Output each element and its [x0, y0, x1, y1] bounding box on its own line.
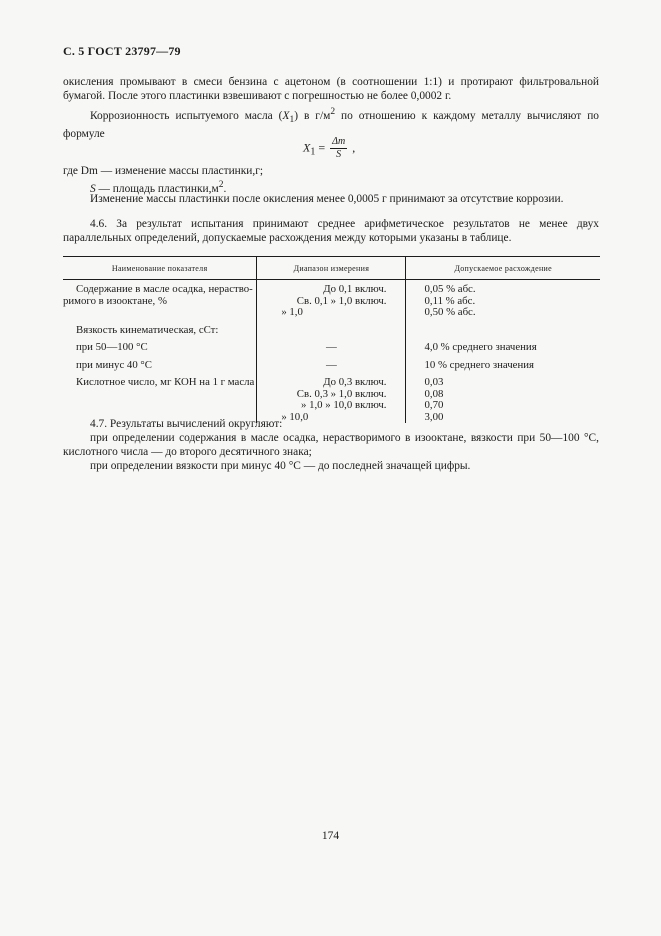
row1-diffs	[406, 280, 600, 319]
row4-diff: 10 % среднего значения	[406, 360, 600, 372]
formula-eq: =	[315, 140, 329, 155]
row5-range-3: » 10,0	[281, 410, 309, 423]
row3-diff: 4,0 % среднего значения	[406, 342, 600, 354]
formula-lhs: X	[303, 140, 311, 155]
row1-range-0: До 0,1 включ.	[323, 283, 387, 295]
row1-diff-1: 0,11 % абс.	[424, 294, 476, 307]
p2-sub: 1	[289, 115, 295, 126]
page-number: 174	[321, 830, 340, 842]
formula-numerator: Δm	[332, 136, 346, 147]
row2-name: Вязкость кинематическая, сСт:	[76, 323, 219, 336]
row4-range: —	[257, 360, 406, 372]
page-header: С. 5 ГОСТ 23797—79	[63, 44, 181, 58]
row1-diff-0: 0,05 % абс.	[424, 283, 476, 295]
row5-diff-0: 0,03	[424, 376, 444, 388]
table-row	[63, 342, 600, 354]
col-header-diff: Допускаемое расхождение	[406, 257, 600, 280]
p2-a: Коррозионность испытуемого масла (	[90, 109, 283, 122]
paragraph-mass-change: Изменение массы пластинки после окисления менее 0,0005 г принимают за отсутствие коррозии.	[90, 193, 564, 205]
formula-fraction	[330, 136, 347, 161]
row5-diff-3: 3,00	[424, 410, 444, 423]
tolerance-table	[63, 256, 600, 423]
paragraph-4-7	[63, 417, 599, 473]
paragraph-4-6: 4.6. За результат испытания принимают среднее арифметическое результатов не менее двух параллельных определений, допускаемые расхождения между которыми указаны в таблице.	[63, 218, 599, 244]
formula-tail: ,	[349, 140, 356, 155]
row5-range-2: » 1,0 » 10,0 включ.	[300, 399, 387, 411]
row1-diff-2: 0,50 % абс.	[424, 306, 476, 318]
row1-range-2: » 1,0	[281, 306, 303, 318]
row5-range-0: До 0,3 включ.	[323, 376, 387, 388]
table-header-row	[63, 257, 600, 280]
row3-range: —	[257, 342, 406, 354]
p5-line-2: при определении содержания в масле осадка, нерастворимого в изооктане, вязкости при 50—100 °С, кислотного числа — до второго десятичного знака;	[63, 432, 599, 458]
formula-lhs-sub: 1	[310, 146, 316, 158]
col-header-name: Наименование показателя	[63, 257, 257, 280]
row1-ranges	[257, 280, 406, 319]
formula-denominator: S	[336, 149, 342, 160]
where-s-rest: — площадь пластинки,м	[95, 182, 219, 195]
table-row	[63, 360, 600, 372]
corrosion-formula	[303, 136, 355, 161]
p2-c: по отношению к каждому металлу вычисляют по формуле	[63, 109, 599, 141]
paragraph-washing: окисления промывают в смеси бензина с ацетоном (в соотношении 1:1) и протирают фильтровальной бумагой. После этого пластинки взвешивают с погрешностью не более 0,0002 г.	[63, 76, 599, 102]
where-s-end: .	[223, 182, 227, 195]
row4-name: при минус 40 °С	[76, 358, 152, 371]
row5-diff-2: 0,70	[424, 399, 444, 411]
row5-range-1: Св. 0,3 » 1,0 включ.	[296, 387, 387, 400]
where-s-sup: 2	[218, 180, 224, 190]
p5-line-1: 4.7. Результаты вычислений округляют:	[90, 418, 283, 430]
row1-range-1: Св. 0,1 » 1,0 включ.	[296, 294, 387, 307]
row1-name: Содержание в масле осадка, нераство-римого в изооктане, %	[63, 283, 253, 307]
p2-b: ) в г/м	[294, 109, 331, 122]
p5-line-3: при определении вязкости при минус 40 °С — до последней значащей цифры.	[90, 460, 471, 472]
where-dm: где Dm — изменение массы пластинки,г;	[63, 165, 264, 177]
p2-x: X	[282, 109, 290, 122]
row5-name: Кислотное число, мг КОН на 1 г масла	[76, 376, 255, 388]
table-row	[63, 325, 600, 337]
row3-name: при 50—100 °С	[76, 341, 148, 353]
where-s-symbol: S	[90, 182, 96, 195]
p2-sup: 2	[330, 107, 336, 117]
col-header-range: Диапазон измерения	[257, 257, 406, 280]
row5-diff-1: 0,08	[424, 387, 444, 400]
table-row	[63, 280, 600, 319]
